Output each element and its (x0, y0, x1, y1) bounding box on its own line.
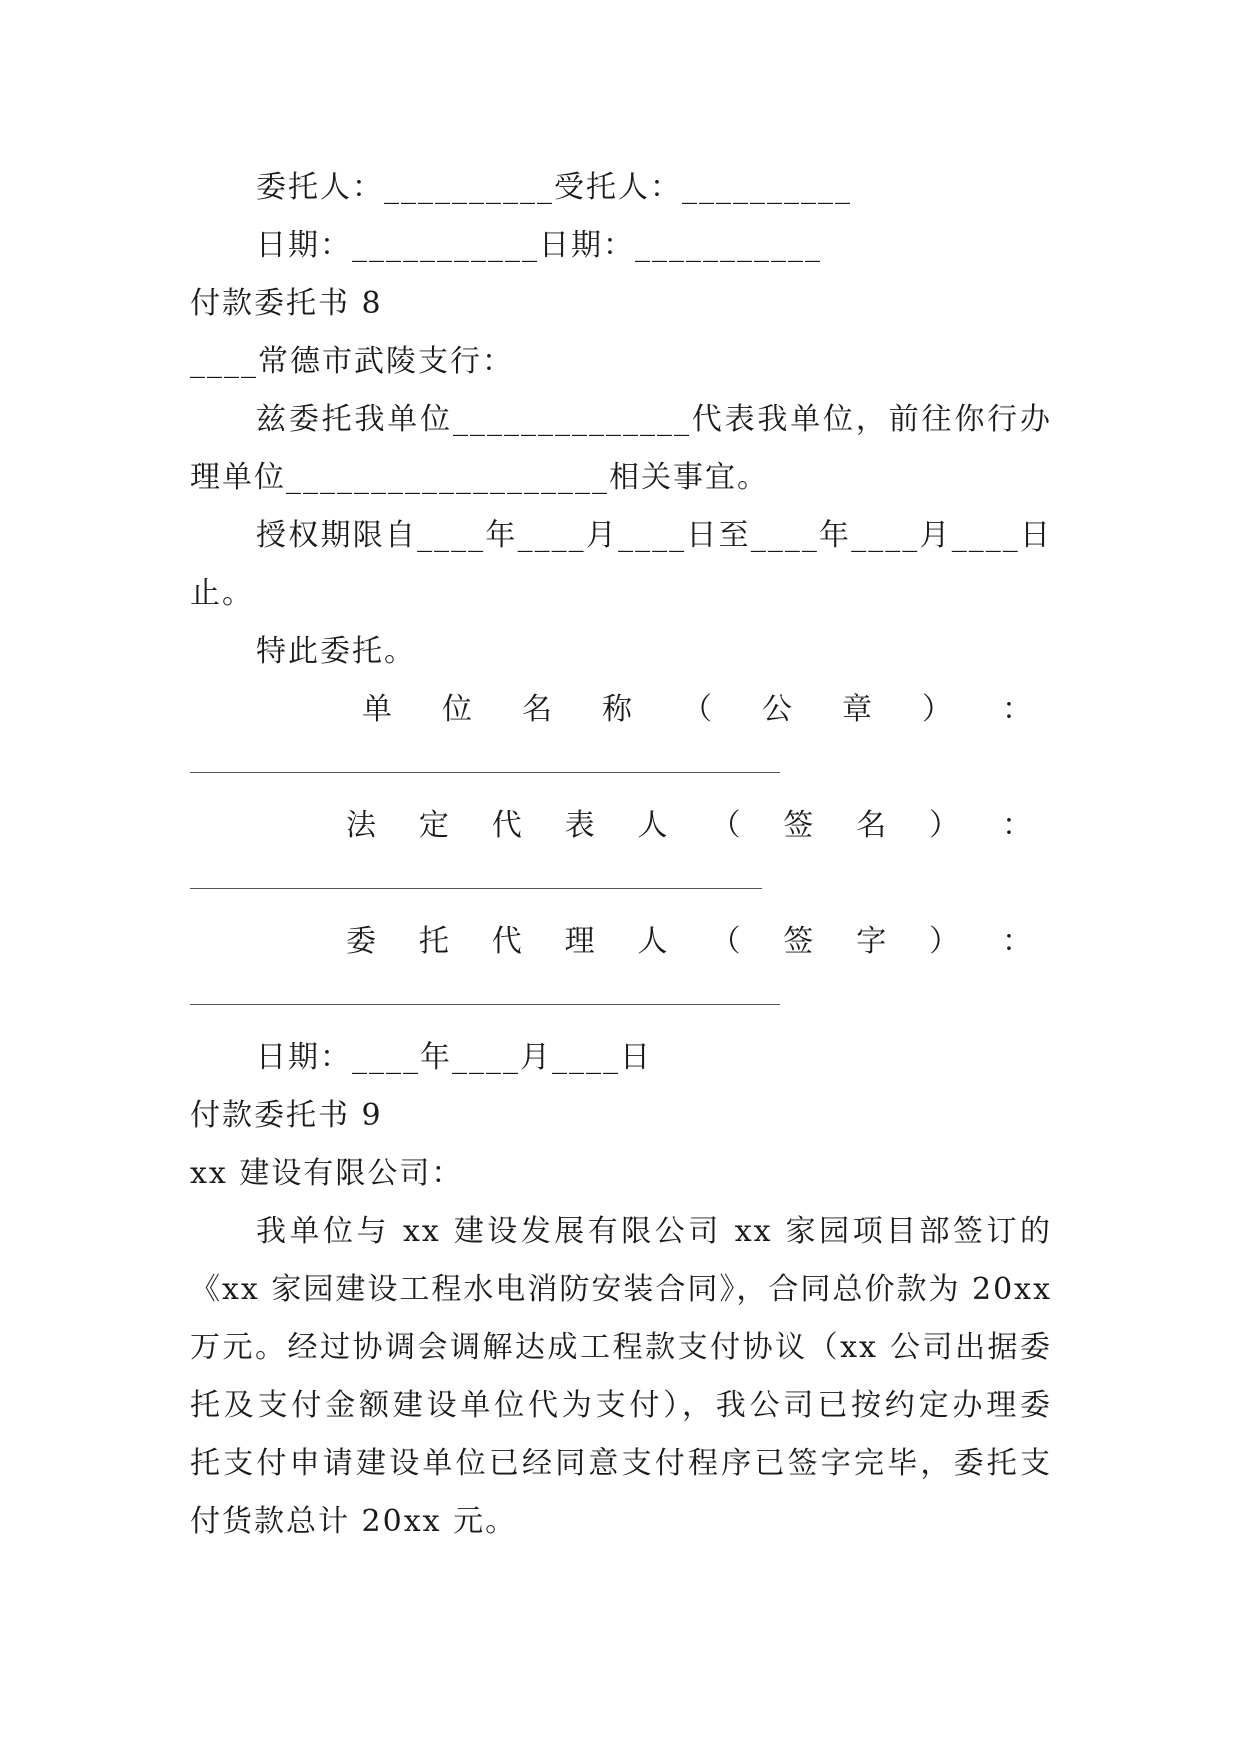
signature-rule (190, 1004, 780, 1005)
paragraph-line: 万元。经过协调会调解达成工程款支付协议（xx 公司出据委 (190, 1330, 1052, 1365)
paragraph-line: 付货款总计 20xx 元。 (190, 1504, 518, 1539)
closing-line: 特此委托。 (256, 634, 416, 669)
paragraph-line: 我单位与 xx 建设发展有限公司 xx 家园项目部签订的 (256, 1214, 1052, 1249)
paragraph-line: 托及支付金额建设单位代为支付），我公司已按约定办理委 (190, 1388, 1052, 1423)
paragraph-line: 理单位___________________相关事宜。 (190, 460, 769, 495)
paragraph-line: 《xx 家园建设工程水电消防安装合同》，合同总价款为 20xx (190, 1272, 1052, 1307)
authorization-period-line: 授权期限自____年____月____日至____年____月____日 (256, 518, 1052, 553)
addressee-line: ____常德市武陵支行： (190, 344, 514, 379)
legal-representative-label: 法 定 代 表 人 （ 签 名 ） ： (346, 808, 1034, 843)
paragraph-line: 止。 (190, 576, 254, 611)
signature-rule (190, 888, 762, 889)
section-heading-9: 付款委托书 9 (190, 1098, 383, 1133)
principal-agent-signature-line: 委托人：__________受托人：__________ (256, 170, 852, 205)
date-line: 日期：___________日期：___________ (256, 228, 822, 263)
company-seal-label: 单 位 名 称 （ 公 章 ） ： (362, 692, 1034, 727)
signature-rule (190, 772, 780, 773)
addressee-line: xx 建设有限公司： (190, 1156, 464, 1191)
date-line: 日期：____年____月____日 (256, 1040, 652, 1075)
section-heading-8: 付款委托书 8 (190, 286, 383, 321)
paragraph-line: 兹委托我单位______________代表我单位，前往你行办 (256, 402, 1052, 437)
authorized-agent-label: 委 托 代 理 人 （ 签 字 ） ： (346, 924, 1034, 959)
paragraph-line: 托支付申请建设单位已经同意支付程序已签字完毕，委托支 (190, 1446, 1052, 1481)
